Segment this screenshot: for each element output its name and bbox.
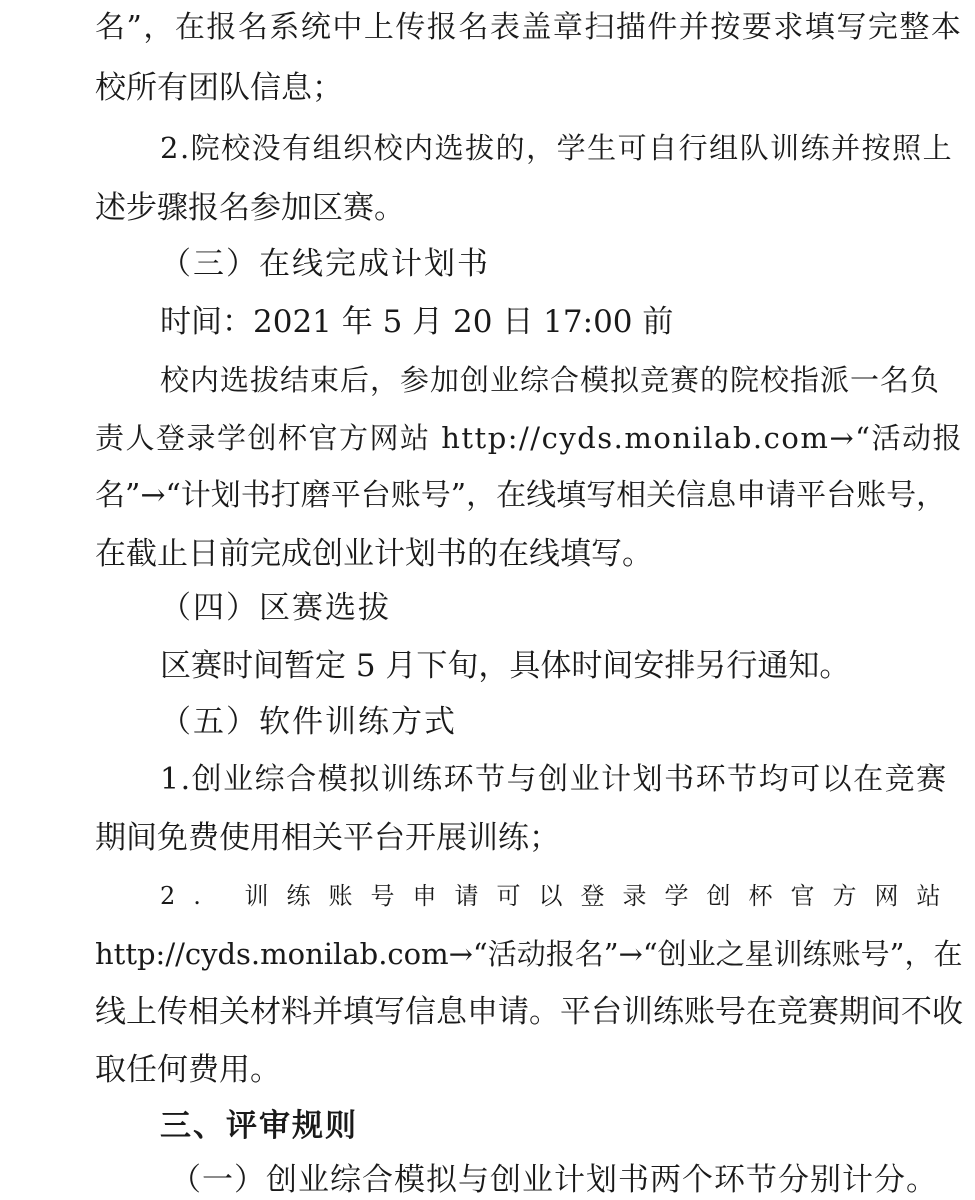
section-heading: 三、评审规则 [160, 1108, 358, 1144]
paragraph-line: 线上传相关材料并填写信息申请。平台训练账号在竞赛期间不收 [95, 994, 963, 1030]
paragraph-line: http://cyds.monilab.com→“活动报名”→“创业之星训练账号”，在 [95, 937, 963, 971]
paragraph-line: 期间免费使用相关平台开展训练； [95, 820, 560, 856]
paragraph-line: 区赛时间暂定 5 月下旬，具体时间安排另行通知。 [160, 648, 851, 684]
section-heading: （五）软件训练方式 [160, 704, 457, 740]
paragraph-line: 在截止日前完成创业计划书的在线填写。 [95, 536, 653, 572]
paragraph-line: 校内选拔结束后，参加创业综合模拟竞赛的院校指派一名负 [160, 363, 941, 397]
paragraph-line: 2.院校没有组织校内选拔的，学生可自行组队训练并按照上 [160, 131, 954, 165]
paragraph-line: 名”，在报名系统中上传报名表盖章扫描件并按要求填写完整本 [95, 10, 963, 45]
paragraph-line: 1.创业综合模拟训练环节与创业计划书环节均可以在竞赛 [160, 762, 948, 797]
paragraph-line: 校所有团队信息； [95, 70, 343, 106]
subsection-heading: （一）创业综合模拟与创业计划书两个环节分别计分。 [170, 1162, 938, 1198]
paragraph-line: 责人登录学创杯官方网站 http://cyds.monilab.com→“活动报 [95, 421, 963, 455]
paragraph-line: 2. 训练账号申请可以登录学创杯官方网站 [160, 882, 959, 910]
section-heading: （三）在线完成计划书 [160, 246, 490, 282]
section-heading: （四）区赛选拔 [160, 590, 391, 626]
schedule-time: 时间：2021 年 5 月 20 日 17:00 前 [160, 304, 674, 340]
paragraph-line: 名”→“计划书打磨平台账号”，在线填写相关信息申请平台账号， [95, 478, 947, 513]
paragraph-line: 取任何费用。 [95, 1052, 281, 1088]
paragraph-line: 述步骤报名参加区赛。 [95, 190, 405, 226]
